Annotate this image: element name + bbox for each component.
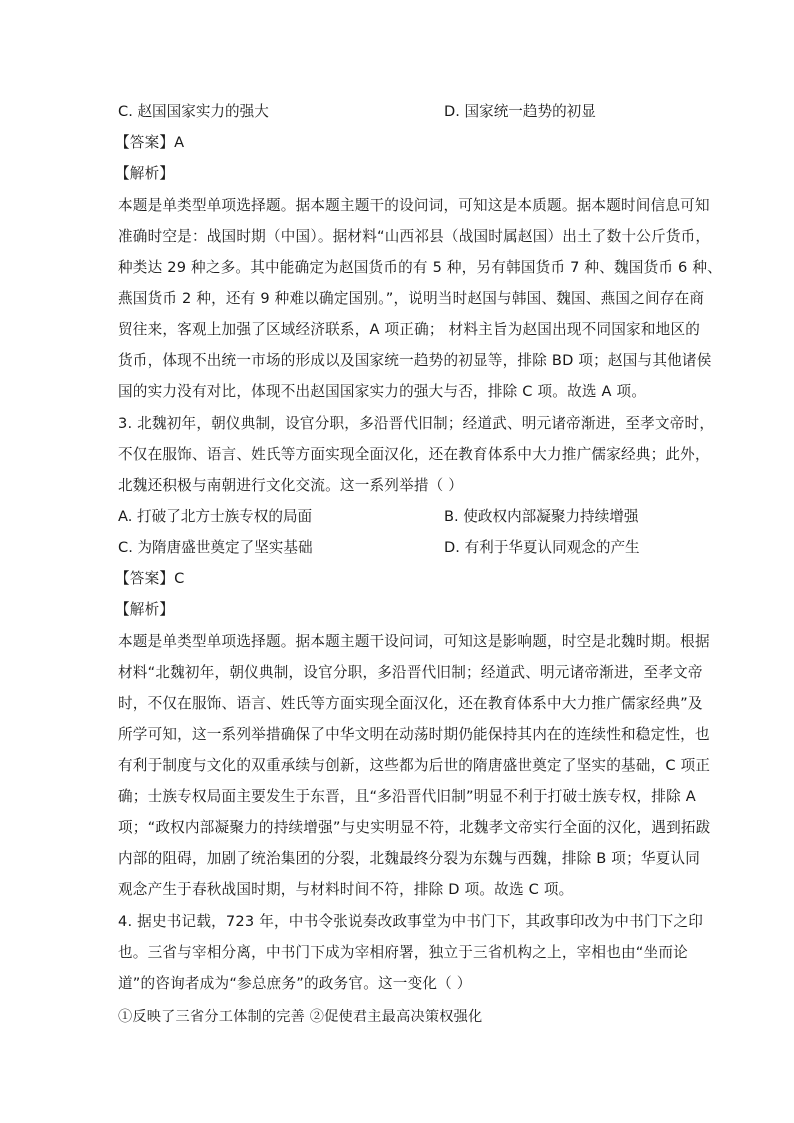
q3-analysis-line: 时，不仅在服饰、语言、姓氏等方面实现全面汉化，还在教育体系中大力推广儒家经典”及 xyxy=(118,695,703,712)
q3-analysis-line: 材料“北魏初年，朝仪典制，设官分职，多沿晋代旧制；经道武、明元诸帝渐进，至孝文帝 xyxy=(118,664,703,681)
q3-answer: 【答案】C xyxy=(115,570,185,587)
q3-analysis-line: 有利于制度与文化的双重承续与创新，这些都为后世的隋唐盛世奠定了坚实的基础，C 项正 xyxy=(118,757,711,774)
q2-analysis-line: 燕国货币 2 种，还有 9 种难以确定国别。”，说明当时赵国与韩国、魏国、燕国之间存在商 xyxy=(118,290,705,307)
q3-options-row-ab xyxy=(118,507,678,527)
q3-option-c: C. 为隋唐盛世奠定了坚实基础 xyxy=(118,539,313,556)
q2-options-row-cd xyxy=(118,102,678,122)
q2-analysis-line: 货币，体现不出统一市场的形成以及国家统一趋势的初显等，排除 BD 项；赵国与其他诸侯 xyxy=(118,352,712,369)
q2-analysis-line: 贸往来，客观上加强了区域经济联系，A 项正确； 材料主旨为赵国出现不同国家和地区的 xyxy=(118,321,701,338)
q2-analysis-line: 本题是单类型单项选择题。据本题主题干的设问词，可知这是本质题。据本题时间信息可知 xyxy=(118,197,710,214)
q3-analysis-line: 所学可知，这一系列举措确保了中华文明在动荡时期仍能保持其内在的连续性和稳定性，也 xyxy=(118,726,710,743)
q3-analysis-heading: 【解析】 xyxy=(115,601,175,618)
q2-analysis-heading: 【解析】 xyxy=(115,165,175,182)
q3-analysis-line: 观念产生于春秋战国时期，与材料时间不符，排除 D 项。故选 C 项。 xyxy=(118,881,574,898)
q3-analysis-line: 内部的阻碍，加剧了统治集团的分裂，北魏最终分裂为东魏与西魏，排除 B 项；华夏认同 xyxy=(118,850,701,867)
q3-analysis-line: 确；士族专权局面主要发生于东晋，且“多沿晋代旧制”明显不利于打破士族专权，排除 A xyxy=(118,788,696,805)
q2-analysis-line: 种类达 29 种之多。其中能确定为赵国货币的有 5 种，另有韩国货币 7 种、魏国货币 6 种、 xyxy=(118,259,722,276)
q3-stem-line: 3. 北魏初年，朝仪典制，设官分职，多沿晋代旧制；经道武、明元诸帝渐进，至孝文帝时， xyxy=(118,415,715,432)
q3-options-row-cd xyxy=(118,538,678,558)
q4-stem-line: 也。三省与宰相分离，中书门下成为宰相府署，独立于三省机构之上，宰相也由“坐而论 xyxy=(118,944,688,961)
q2-option-c: C. 赵国国家实力的强大 xyxy=(118,103,269,120)
q3-option-a: A. 打破了北方士族专权的局面 xyxy=(118,508,313,525)
q3-stem-line: 不仅在服饰、语言、姓氏等方面实现全面汉化，还在教育体系中大力推广儒家经典；此外， xyxy=(118,446,710,463)
q4-stem-line: 道”的咨询者成为“参总庶务”的政务官。这一变化（ ） xyxy=(118,975,472,992)
q3-analysis-line: 本题是单类型单项选择题。据本题主题干设问词，可知这是影响题，时空是北魏时期。根据 xyxy=(118,633,710,650)
q3-option-b: B. 使政权内部凝聚力持续增强 xyxy=(444,508,639,525)
q3-analysis-line: 项；“政权内部凝聚力的持续增强”与史实明显不符，北魏孝文帝实行全面的汉化，遇到拓跋 xyxy=(118,819,711,836)
q2-option-d: D. 国家统一趋势的初显 xyxy=(444,103,596,120)
q2-analysis-line: 国的实力没有对比，体现不出赵国国家实力的强大与否，排除 C 项。故选 A 项。 xyxy=(118,383,647,400)
q2-analysis-line: 准确时空是：战国时期（中国）。据材料“山西祁县（战国时属赵国）出土了数十公斤货币， xyxy=(118,228,711,245)
q4-choices-line: ①反映了三省分工体制的完善 ②促使君主最高决策权强化 xyxy=(118,1009,483,1025)
q2-answer: 【答案】A xyxy=(115,134,185,151)
q4-stem-line: 4. 据史书记载，723 年，中书令张说奏改政事堂为中书门下，其政事印改为中书门下之印 xyxy=(118,913,704,930)
q3-stem-line: 北魏还积极与南朝进行文化交流。这一系列举措（ ） xyxy=(118,477,464,494)
q3-option-d: D. 有利于华夏认同观念的产生 xyxy=(444,539,640,556)
